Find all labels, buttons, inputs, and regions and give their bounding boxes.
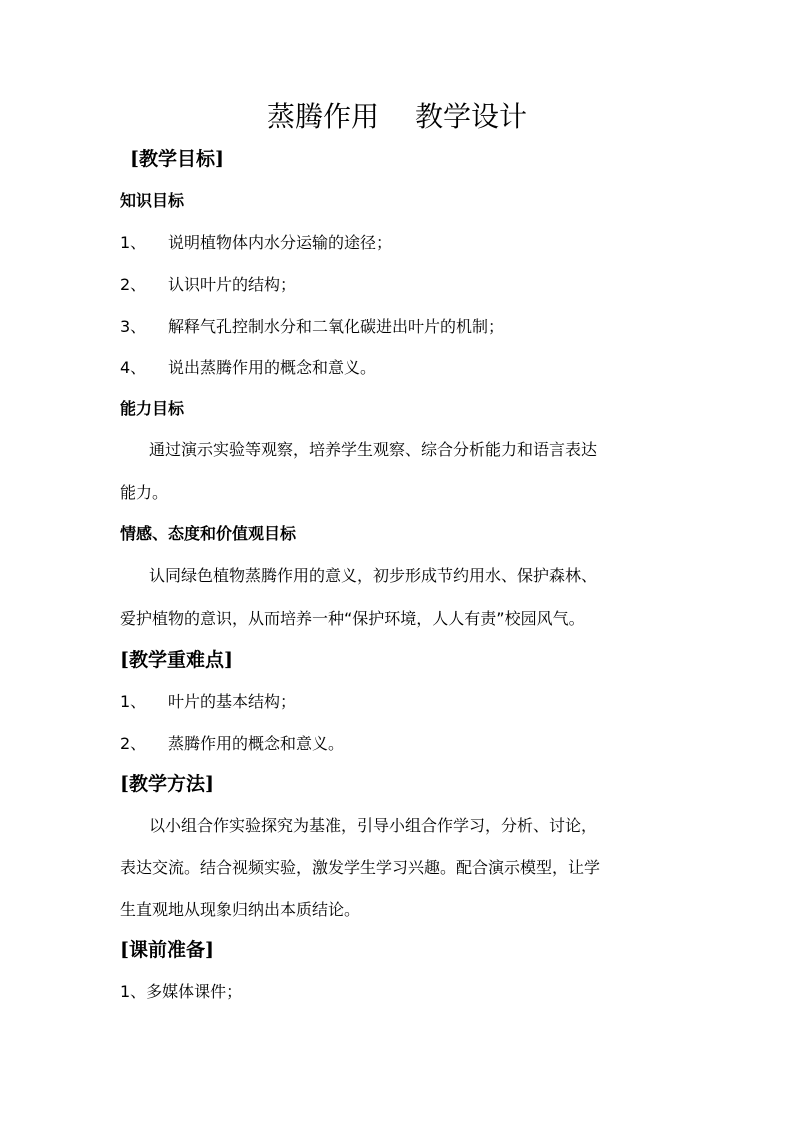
- knowledge-item: [120, 277, 296, 293]
- ability-goals-heading: 能力目标: [120, 399, 185, 418]
- preparation-heading: [课前准备]: [120, 939, 214, 961]
- methods-paragraph-line-3: 生直观地从现象归纳出本质结论。: [120, 900, 361, 919]
- title-part-2: 教学设计: [415, 100, 528, 133]
- teaching-goals-heading: [教学目标]: [130, 148, 224, 170]
- teaching-methods-heading: [教学方法]: [120, 773, 214, 795]
- emotion-paragraph-line-2: 爱护植物的意识，从而培养一种“保护环境，人人有责”校园风气。: [120, 609, 585, 628]
- knowledge-goals-heading: 知识目标: [120, 191, 185, 210]
- item-number: 2、: [120, 275, 147, 294]
- knowledge-item: [120, 235, 392, 251]
- item-text: 叶片的基本结构；: [168, 692, 297, 711]
- preparation-item: 1、多媒体课件；: [120, 982, 243, 1001]
- title-part-1: 蒸腾作用: [266, 100, 379, 133]
- emotion-goals-heading: 情感、态度和价值观目标: [120, 524, 297, 543]
- keypoint-item: [120, 736, 344, 752]
- item-number: 2、: [120, 734, 147, 753]
- item-text: 解释气孔控制水分和二氧化碳进出叶片的机制；: [168, 317, 505, 336]
- item-number: 1、: [120, 692, 147, 711]
- item-number: 1、: [120, 233, 147, 252]
- emotion-paragraph-line-1: 认同绿色植物蒸腾作用的意义，初步形成节约用水、保护森林、: [149, 566, 598, 585]
- knowledge-item: [120, 319, 504, 335]
- item-number: 4、: [120, 358, 147, 377]
- knowledge-item: [120, 360, 376, 376]
- item-number: 3、: [120, 317, 147, 336]
- key-difficult-points-heading: [教学重难点]: [120, 649, 233, 671]
- item-text: 蒸腾作用的概念和意义。: [168, 734, 345, 753]
- item-text: 说出蒸腾作用的概念和意义。: [168, 358, 377, 377]
- item-text: 认识叶片的结构；: [168, 275, 297, 294]
- item-text: 说明植物体内水分运输的途径；: [168, 233, 393, 252]
- methods-paragraph-line-2: 表达交流。结合视频实验，激发学生学习兴趣。配合演示模型，让学: [120, 858, 601, 877]
- page-title: [0, 100, 794, 133]
- ability-paragraph-line-1: 通过演示实验等观察，培养学生观察、综合分析能力和语言表达: [149, 440, 598, 459]
- methods-paragraph-line-1: 以小组合作实验探究为基准，引导小组合作学习，分析、讨论，: [149, 816, 598, 835]
- keypoint-item: [120, 694, 296, 710]
- ability-paragraph-line-2: 能力。: [120, 483, 169, 502]
